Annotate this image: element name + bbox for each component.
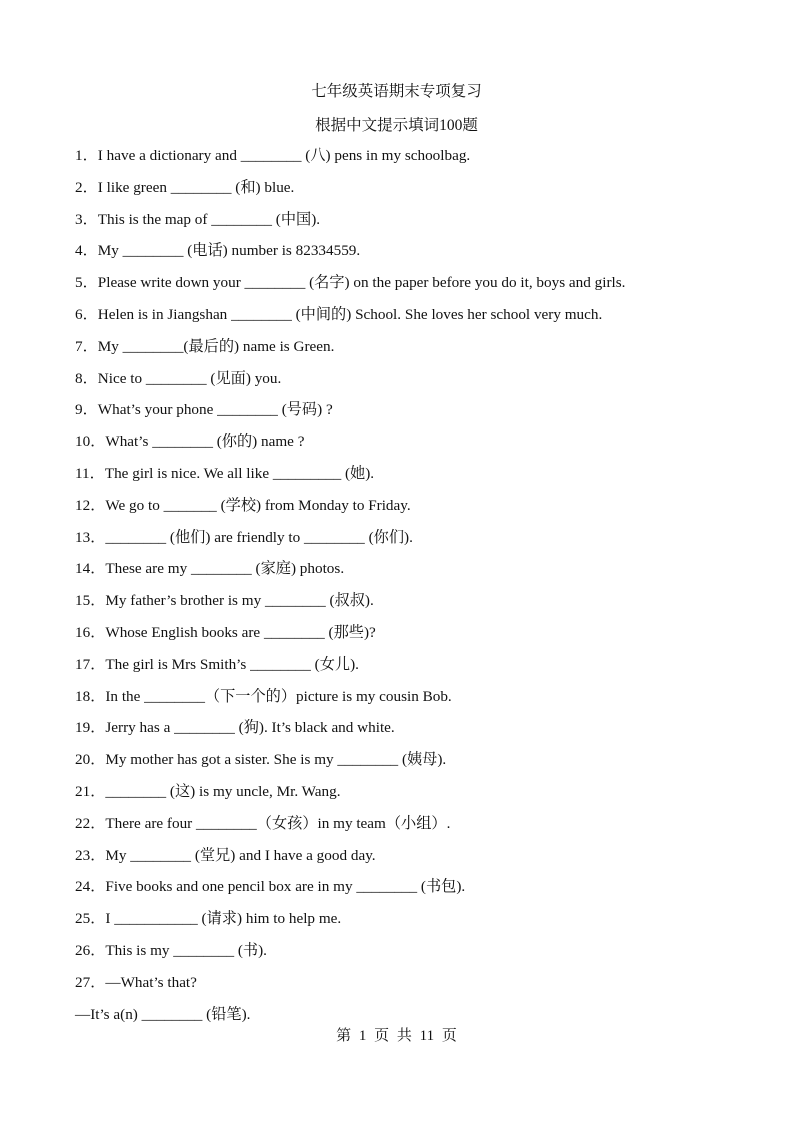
question-number: 25． bbox=[75, 910, 106, 928]
question-number: 27． bbox=[75, 973, 106, 991]
question-number: 17． bbox=[75, 655, 106, 673]
question-item bbox=[75, 399, 765, 431]
question-item bbox=[75, 145, 765, 177]
question-item bbox=[75, 495, 765, 527]
question-text: —What’s that? bbox=[105, 973, 197, 991]
question-text: This is my ________ (书). bbox=[105, 941, 267, 959]
question-text: I like green ________ (和) blue. bbox=[97, 178, 295, 196]
question-number: 7． bbox=[75, 337, 98, 355]
question-item bbox=[75, 908, 765, 940]
question-number: 20． bbox=[75, 751, 106, 769]
question-text: These are my ________ (家庭) photos. bbox=[105, 560, 345, 578]
question-item bbox=[75, 654, 765, 686]
question-item bbox=[75, 781, 765, 813]
question-number: 22． bbox=[75, 814, 106, 832]
question-number: 11． bbox=[75, 464, 105, 482]
question-item bbox=[75, 336, 765, 368]
question-number: 8． bbox=[75, 369, 98, 387]
question-item bbox=[75, 940, 765, 972]
question-text: —It’s a(n) ________ (铅笔). bbox=[75, 1005, 251, 1023]
question-item bbox=[75, 876, 765, 908]
question-text: My father’s brother is my ________ (叔叔). bbox=[105, 592, 374, 610]
question-text: My ________ (电话) number is 82334559. bbox=[97, 242, 361, 260]
question-text: Helen is in Jiangshan ________ (中间的) School. She loves her school very much. bbox=[97, 305, 603, 323]
page-number-footer: 第 1 页 共 11 页 bbox=[336, 1028, 457, 1044]
question-text: Nice to ________ (见面) you. bbox=[97, 369, 282, 387]
question-number: 23． bbox=[75, 846, 106, 864]
question-text: What’s your phone ________ (号码) ? bbox=[97, 401, 333, 419]
question-item bbox=[75, 622, 765, 654]
question-number: 12． bbox=[75, 496, 106, 514]
question-text: The girl is nice. We all like _________ (她). bbox=[104, 464, 375, 482]
question-number: 16． bbox=[75, 623, 106, 641]
question-text: Please write down your ________ (名字) on the paper before you do it, boys and girls. bbox=[97, 274, 626, 292]
question-item bbox=[75, 272, 765, 304]
question-number: 2． bbox=[75, 178, 98, 196]
question-item bbox=[75, 749, 765, 781]
question-text: Five books and one pencil box are in my ________ (书包). bbox=[105, 878, 466, 896]
question-text: In the ________（下一个的）picture is my cousin Bob. bbox=[105, 687, 452, 705]
question-item bbox=[75, 368, 765, 400]
question-number: 1． bbox=[75, 147, 98, 164]
question-number: 10． bbox=[75, 433, 106, 451]
question-number: 9． bbox=[75, 401, 98, 419]
question-text: I have a dictionary and ________ (八) pens in my schoolbag. bbox=[97, 147, 471, 164]
question-item bbox=[75, 558, 765, 590]
question-text: My mother has got a sister. She is my ________ (姨母). bbox=[105, 751, 447, 769]
question-text: The girl is Mrs Smith’s ________ (女儿). bbox=[105, 655, 359, 673]
question-number: 6． bbox=[75, 305, 98, 323]
document-subtitle: 根据中文提示填词100题 bbox=[315, 117, 478, 134]
question-number: 18． bbox=[75, 687, 106, 705]
question-item bbox=[75, 845, 765, 877]
question-item bbox=[75, 813, 765, 845]
question-item bbox=[75, 209, 765, 241]
question-text: My ________(最后的) name is Green. bbox=[97, 337, 335, 355]
question-item bbox=[75, 177, 765, 209]
question-list bbox=[75, 145, 765, 1035]
question-item bbox=[75, 463, 765, 495]
question-text: What’s ________ (你的) name ? bbox=[105, 433, 305, 451]
question-number: 24． bbox=[75, 878, 106, 896]
question-text: This is the map of ________ (中国). bbox=[97, 210, 321, 228]
question-item bbox=[75, 304, 765, 336]
question-item bbox=[75, 431, 765, 463]
document-title: 七年级英语期末专项复习 bbox=[311, 83, 482, 100]
question-item bbox=[75, 527, 765, 559]
question-text: My ________ (堂兄) and I have a good day. bbox=[105, 846, 376, 864]
question-text: Jerry has a ________ (狗). It’s black and white. bbox=[105, 719, 395, 737]
question-text: ________ (这) is my uncle, Mr. Wang. bbox=[105, 782, 341, 800]
question-item bbox=[75, 240, 765, 272]
question-item bbox=[75, 686, 765, 718]
question-number: 19． bbox=[75, 719, 106, 737]
question-number: 15． bbox=[75, 592, 106, 610]
question-text: ________ (他们) are friendly to ________ (你们). bbox=[105, 528, 413, 546]
question-number: 3． bbox=[75, 210, 98, 228]
question-item bbox=[75, 717, 765, 749]
question-number: 21． bbox=[75, 782, 106, 800]
question-number: 26． bbox=[75, 941, 106, 959]
question-number: 5． bbox=[75, 274, 98, 292]
question-text: There are four ________（女孩）in my team（小组）. bbox=[105, 814, 451, 832]
question-text: Whose English books are ________ (那些)? bbox=[105, 623, 376, 641]
question-number: 4． bbox=[75, 242, 98, 260]
question-text: I ___________ (请求) him to help me. bbox=[105, 910, 342, 928]
question-number: 14． bbox=[75, 560, 106, 578]
question-item bbox=[75, 972, 765, 1004]
question-number: 13． bbox=[75, 528, 106, 546]
question-item bbox=[75, 590, 765, 622]
question-text: We go to _______ (学校) from Monday to Friday. bbox=[105, 496, 411, 514]
